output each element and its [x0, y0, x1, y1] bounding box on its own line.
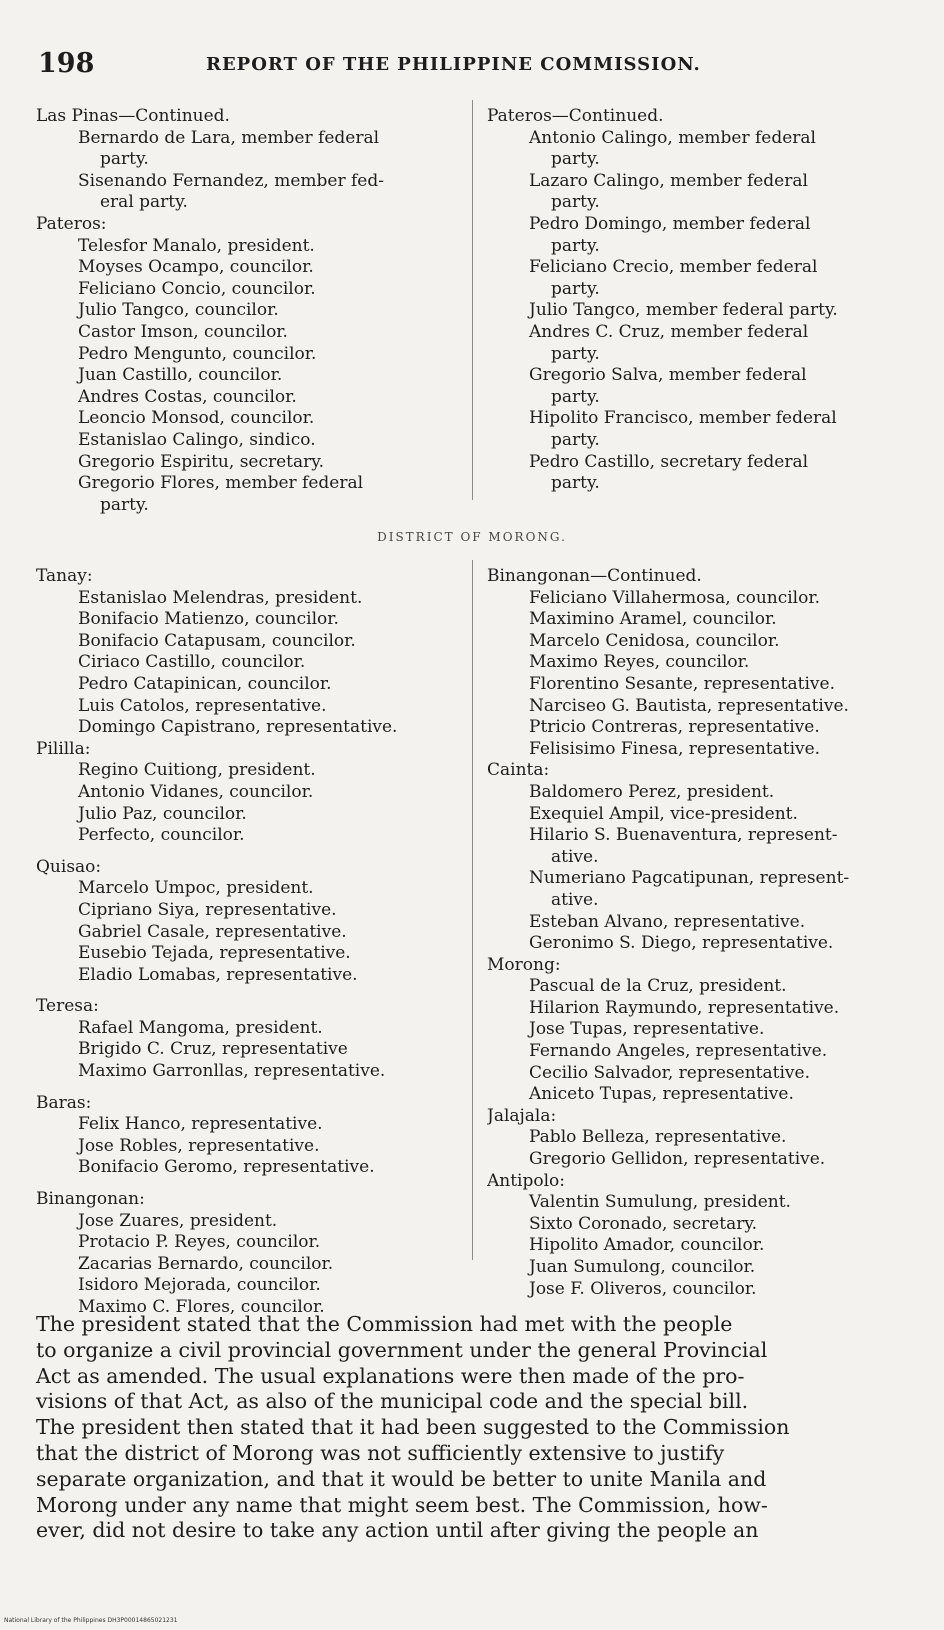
roster-line: Fernando Angeles, representative. — [529, 1041, 828, 1062]
district-heading: DISTRICT OF MORONG. — [377, 530, 567, 544]
roster-line: Estanislao Calingo, sindico. — [78, 429, 316, 450]
roster-line: Narciseo G. Bautista, representative. — [529, 695, 849, 716]
roster-line: Gregorio Flores, member federal — [78, 473, 364, 494]
municipality-heading: Jalajala: — [487, 1105, 557, 1126]
roster-line: Juan Sumulong, councilor. — [529, 1257, 756, 1277]
spacer — [36, 847, 456, 857]
roster-line: Leoncio Monsod, councilor. — [78, 408, 315, 429]
paragraph-line: ever, did not desire to take any action until after giving the people an — [36, 1518, 759, 1543]
column-rule-bottom — [472, 560, 473, 1260]
roster-line: Marcelo Umpoc, president. — [78, 878, 314, 899]
municipality-heading: Pateros: — [36, 213, 107, 234]
roster-line: Eladio Lomabas, representative. — [78, 964, 358, 985]
roster-line: Protacio P. Reyes, councilor. — [78, 1232, 321, 1253]
roster-line: Rafael Mangoma, president. — [78, 1017, 323, 1038]
bottom-right-column — [487, 566, 912, 1300]
municipality-heading: Las Pinas—Continued. — [36, 106, 230, 126]
roster-line: Esteban Alvano, representative. — [529, 911, 806, 932]
roster-line: Eusebio Tejada, representative. — [78, 943, 351, 964]
roster-line: Moyses Ocampo, councilor. — [78, 257, 314, 278]
roster-line: party. — [100, 494, 149, 515]
roster-line: Antonio Calingo, member federal — [529, 127, 816, 148]
municipality-heading: Quisao: — [36, 856, 102, 877]
roster-line: Cecilio Salvador, representative. — [529, 1062, 810, 1083]
paragraph-line: visions of that Act, as also of the municipal code and the special bill. — [36, 1389, 749, 1414]
municipality-heading: Cainta: — [487, 760, 550, 781]
municipality-heading: Pililla: — [36, 738, 91, 759]
roster-line: Florentino Sesante, representative. — [529, 673, 835, 694]
paragraph-line: to organize a civil provincial government under the general Provincial — [36, 1337, 768, 1362]
roster-line: Hipolito Amador, councilor. — [529, 1235, 765, 1256]
municipality-heading: Baras: — [36, 1092, 92, 1113]
municipality-heading: Pateros—Continued. — [487, 106, 664, 126]
roster-line: ative. — [551, 846, 599, 867]
roster-line: Sixto Coronado, secretary. — [529, 1213, 758, 1234]
roster-line: Jose Robles, representative. — [78, 1135, 320, 1156]
roster-line: Andres Costas, councilor. — [78, 386, 297, 407]
roster-line: Brigido C. Cruz, representative — [78, 1039, 348, 1060]
roster-line: Bonifacio Matienzo, councilor. — [78, 609, 339, 630]
roster-line: Bonifacio Geromo, representative. — [78, 1157, 375, 1178]
roster-line: Pedro Castillo, secretary federal — [529, 451, 809, 472]
roster-line: Maximo C. Flores, councilor. — [78, 1297, 325, 1317]
roster-line: party. — [551, 386, 600, 407]
roster-line: Estanislao Melendras, president. — [78, 587, 363, 608]
roster-line: Luis Catolos, representative. — [78, 695, 327, 716]
roster-line: Marcelo Cenidosa, councilor. — [529, 630, 780, 651]
roster-line: Feliciano Crecio, member federal — [529, 257, 818, 278]
top-right-column — [487, 106, 912, 495]
roster-line: Felix Hanco, representative. — [78, 1114, 323, 1135]
roster-line: Ciriaco Castillo, councilor. — [78, 652, 306, 673]
roster-line: eral party. — [100, 192, 188, 213]
roster-line: party. — [551, 343, 600, 364]
paragraph-line: Morong under any name that might seem best. The Commission, how- — [36, 1492, 768, 1517]
roster-line: party. — [551, 192, 600, 213]
roster-line: Pascual de la Cruz, president. — [529, 976, 787, 997]
roster-line: Baldomero Perez, president. — [529, 781, 775, 802]
roster-line: Perfecto, councilor. — [78, 825, 245, 846]
roster-line: Hipolito Francisco, member federal — [529, 408, 837, 429]
roster-line: ative. — [551, 889, 599, 910]
roster-line: Julio Paz, councilor. — [78, 803, 247, 824]
roster-line: Isidoro Mejorada, councilor. — [78, 1275, 321, 1296]
roster-line: Pedro Mengunto, councilor. — [78, 343, 317, 364]
roster-line: Ptricio Contreras, representative. — [529, 717, 820, 738]
roster-line: Maximo Reyes, councilor. — [529, 652, 750, 673]
municipality-heading: Tanay: — [36, 566, 93, 586]
roster-line: Exequiel Ampil, vice-president. — [529, 803, 798, 824]
roster-line: Felisisimo Finesa, representative. — [529, 738, 821, 759]
roster-line: Domingo Capistrano, representative. — [78, 717, 398, 738]
roster-line: Numeriano Pagcatipunan, represent- — [529, 868, 850, 889]
roster-line: Hilario S. Buenaventura, represent- — [529, 825, 838, 846]
spacer — [36, 986, 456, 996]
body-paragraph — [36, 1312, 908, 1544]
roster-line: Aniceto Tupas, representative. — [529, 1084, 794, 1105]
roster-line: party. — [100, 149, 149, 170]
top-left-column — [36, 106, 456, 516]
roster-line: Pedro Domingo, member federal — [529, 213, 811, 234]
roster-line: Antonio Vidanes, councilor. — [78, 781, 314, 802]
roster-line: party. — [551, 473, 600, 494]
roster-line: Jose Tupas, representative. — [529, 1019, 765, 1040]
municipality-heading: Antipolo: — [487, 1170, 566, 1191]
spacer — [36, 1083, 456, 1093]
roster-line: Regino Cuitiong, president. — [78, 760, 316, 781]
roster-line: Castor Imson, councilor. — [78, 321, 288, 342]
roster-line: Valentin Sumulung, president. — [529, 1192, 791, 1213]
roster-line: party. — [551, 235, 600, 256]
paragraph-line: Act as amended. The usual explanations were then made of the pro- — [36, 1363, 745, 1388]
column-rule-top — [472, 100, 473, 500]
paragraph-line: that the district of Morong was not sufficiently extensive to justify — [36, 1440, 725, 1465]
roster-line: Telesfor Manalo, president. — [78, 235, 315, 256]
roster-line: party. — [551, 278, 600, 299]
roster-line: Andres C. Cruz, member federal — [529, 321, 809, 342]
page-number: 198 — [38, 48, 95, 79]
roster-line: Cipriano Siya, representative. — [78, 899, 337, 920]
roster-line: Gregorio Salva, member federal — [529, 365, 807, 386]
roster-line: Maximo Garronllas, representative. — [78, 1061, 386, 1082]
roster-line: Sisenando Fernandez, member fed- — [78, 170, 384, 191]
roster-line: Zacarias Bernardo, councilor. — [78, 1253, 334, 1274]
roster-line: Juan Castillo, councilor. — [78, 365, 283, 386]
roster-line: Bonifacio Catapusam, councilor. — [78, 630, 356, 651]
roster-line: Jose F. Oliveros, councilor. — [529, 1278, 757, 1299]
roster-line: Bernardo de Lara, member federal — [78, 127, 380, 148]
running-head: REPORT OF THE PHILIPPINE COMMISSION. — [206, 54, 701, 75]
spacer — [36, 1179, 456, 1189]
roster-line: Maximino Aramel, councilor. — [529, 609, 777, 630]
roster-line: Lazaro Calingo, member federal — [529, 170, 808, 191]
library-footer: National Library of the Philippines DH3P00014865021231 — [4, 1617, 178, 1624]
roster-line: Gabriel Casale, representative. — [78, 921, 347, 942]
paragraph-line: separate organization, and that it would be better to unite Manila and — [36, 1466, 767, 1491]
paragraph-line: The president stated that the Commission had met with the people — [36, 1312, 733, 1336]
municipality-heading: Teresa: — [36, 996, 99, 1017]
municipality-heading: Morong: — [487, 954, 561, 975]
bottom-left-column — [36, 566, 456, 1319]
roster-line: Hilarion Raymundo, representative. — [529, 997, 840, 1018]
roster-line: Gregorio Espiritu, secretary. — [78, 451, 325, 472]
roster-line: party. — [551, 149, 600, 170]
municipality-heading: Binangonan—Continued. — [487, 566, 702, 586]
roster-line: Pablo Belleza, representative. — [529, 1127, 787, 1148]
roster-line: Jose Zuares, president. — [78, 1210, 278, 1231]
roster-line: Feliciano Concio, councilor. — [78, 278, 316, 299]
roster-line: Pedro Catapinican, councilor. — [78, 673, 332, 694]
roster-line: party. — [551, 429, 600, 450]
roster-line: Julio Tangco, member federal party. — [529, 300, 838, 321]
roster-line: Feliciano Villahermosa, councilor. — [529, 587, 821, 608]
paragraph-line: The president then stated that it had been suggested to the Commission — [36, 1415, 790, 1440]
roster-line: Geronimo S. Diego, representative. — [529, 933, 834, 954]
roster-line: Gregorio Gellidon, representative. — [529, 1149, 826, 1170]
roster-line: Julio Tangco, councilor. — [78, 300, 279, 321]
municipality-heading: Binangonan: — [36, 1189, 145, 1210]
